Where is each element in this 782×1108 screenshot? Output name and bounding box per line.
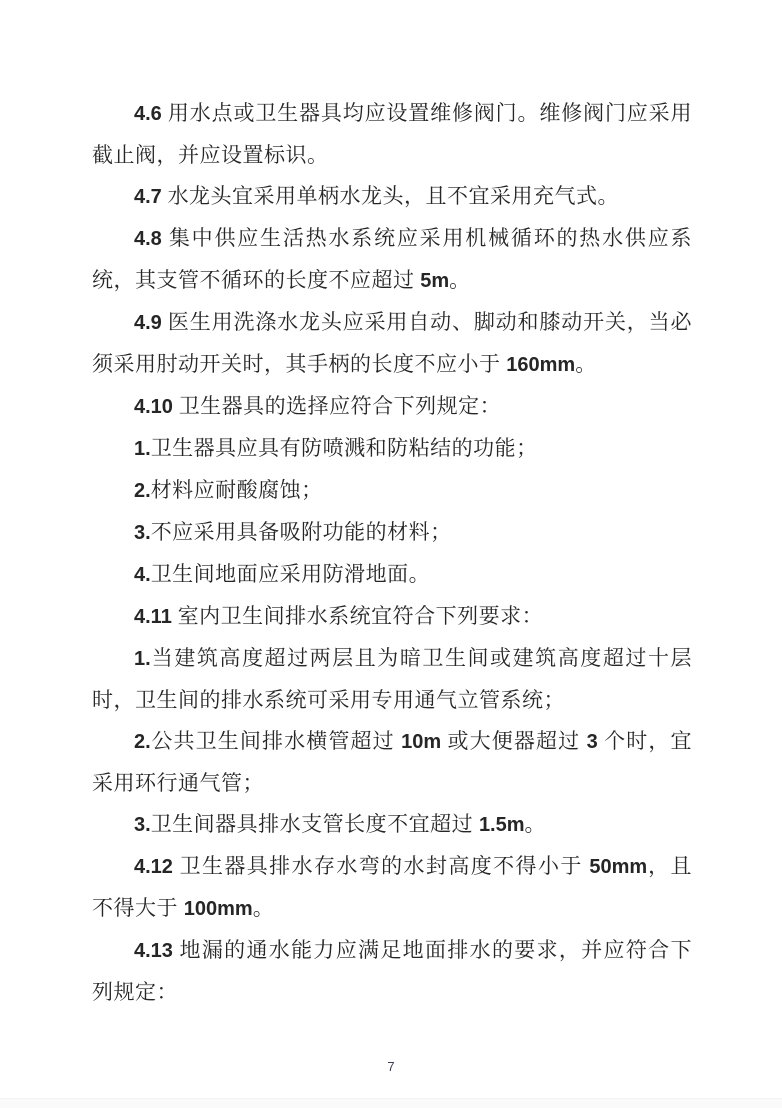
- paragraph: 1.当建筑高度超过两层且为暗卫生间或建筑高度超过十层时，卫生间的排水系统可采用专用通气立管系统；: [92, 646, 692, 712]
- page-footer: [0, 1058, 782, 1078]
- numeric-text: 4.8: [134, 228, 162, 250]
- paragraph: 2.公共卫生间排水横管超过 10m 或大便器超过 3 个时，宜采用环行通气管；: [92, 729, 693, 795]
- numeric-text: 10m: [401, 731, 442, 753]
- paragraph: 4.卫生间地面应采用防滑地面。: [134, 562, 431, 586]
- paragraph: 3.卫生间器具排水支管长度不宜超过 1.5m。: [134, 812, 547, 836]
- numeric-text: 1.: [134, 648, 151, 670]
- numeric-text: 4.9: [134, 312, 162, 334]
- numeric-text: 50mm: [589, 856, 648, 878]
- paragraph: 4.12 卫生器具排水存水弯的水封高度不得小于 50mm，且不得大于 100mm。: [92, 854, 692, 920]
- numeric-text: 4.7: [134, 186, 162, 208]
- paragraph: 3.不应采用具备吸附功能的材料；: [134, 520, 452, 544]
- numeric-text: 4.11: [134, 606, 172, 628]
- numeric-text: 160mm: [506, 354, 576, 376]
- paragraph: 4.9 医生用洗涤水龙头应采用自动、脚动和膝动开关，当必须采用肘动开关时，其手柄的长度不应小于 160mm。: [92, 310, 692, 376]
- paragraph: 1.卫生器具应具有防喷溅和防粘结的功能；: [134, 436, 538, 460]
- page-bottom-edge: [0, 1098, 782, 1108]
- paragraph: 4.6 用水点或卫生器具均应设置维修阀门。维修阀门应采用截止阀，并应设置标识。: [92, 101, 692, 167]
- numeric-text: 4.13: [134, 940, 173, 962]
- numeric-text: 1.: [134, 438, 151, 460]
- numeric-text: 5m: [420, 270, 450, 292]
- paragraph: 4.13 地漏的通水能力应满足地面排水的要求，并应符合下列规定：: [92, 938, 692, 1004]
- numeric-text: 2.: [134, 480, 151, 502]
- numeric-text: 2.: [134, 731, 151, 753]
- paragraph: 4.8 集中供应生活热水系统应采用机械循环的热水供应系统，其支管不循环的长度不应超过 5m。: [92, 226, 692, 292]
- paragraph: 4.10 卫生器具的选择应符合下列规定：: [134, 394, 502, 418]
- numeric-text: 1.5m: [478, 814, 525, 836]
- numeric-text: 3: [586, 731, 598, 753]
- paragraph: 4.7 水龙头宜采用单柄水龙头，且不宜采用充气式。: [134, 184, 620, 208]
- page-number: 7: [387, 1059, 395, 1074]
- numeric-text: 4.12: [134, 856, 173, 878]
- paragraph: 2.材料应耐酸腐蚀；: [134, 478, 323, 502]
- document-body: [92, 93, 692, 1013]
- numeric-text: 3.: [134, 522, 151, 544]
- numeric-text: 4.6: [134, 103, 162, 125]
- numeric-text: 4.10: [134, 396, 173, 418]
- numeric-text: 4.: [134, 564, 151, 586]
- paragraph: 4.11 室内卫生间排水系统宜符合下列要求：: [134, 604, 544, 628]
- numeric-text: 100mm: [183, 898, 253, 920]
- numeric-text: 3.: [134, 814, 151, 836]
